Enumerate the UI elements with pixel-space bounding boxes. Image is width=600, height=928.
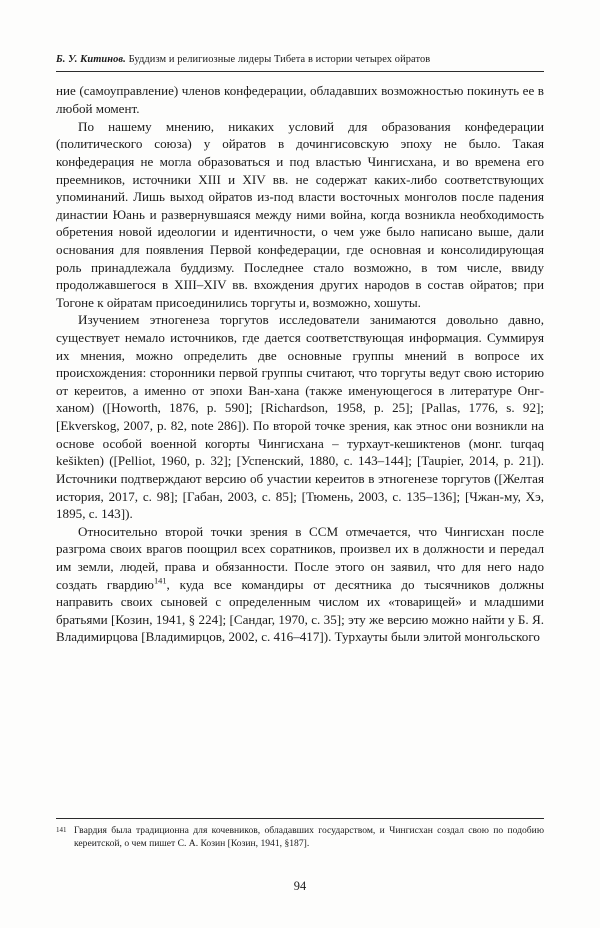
- footnote-entry: [56, 825, 544, 850]
- footnote-number: 141: [56, 826, 67, 835]
- paragraph-4: [56, 523, 544, 646]
- footnote-text: Гвардия была традиционна для кочевников, обладавших государством, и Чингисхан создал свою по подобию кереитской, о чем пишет С. А. Козин [Козин, 1941, §187].: [74, 825, 544, 849]
- paragraph-3: Изучением этногенеза торгутов исследователи занимаются довольно давно, существует немало источников, где дается соответствующая информация. Суммируя их мнения, можно определить две основные группы мнений в вопросе их происхождения: сторонники первой группы считают, что торгуты ведут свою историю от кереитов, а именно от эпохи Ван-хана (также именующегося в литературе Онг-ханом) ([Howorth, 1876, p. 590]; [Richardson, 1958, p. 25]; [Pallas, 1776, s. 92]; [Ekverskog, 2007, p. 82, note 286]). По второй точке зрения, как этнос они возникли на основе особой военной когорты Чингисхана – турхаут-кешиктенов (монг. turqaq kešikten) ([Pelliot, 1960, p. 32]; [Успенский, 1880, с. 143–144]; [Taupier, 2014, p. 21]). Источники подтверждают версию об участии кереитов в этногенезе торгутов ([Желтая история, 2017, с. 98]; [Габан, 2003, с. 85]; [Тюмень, 2003, с. 135–136]; [Чжан-му, Хэ, 1895, с. 143]).: [56, 312, 544, 522]
- header-divider: [56, 71, 544, 72]
- paragraph-4-part1: Относительно второй точки зрения в ССМ отмечается, что Чингисхан после разгрома своих врагов поощрил всех соратников, произвел их в должности и передал им земли, людей, права и обязанности. После этого он заявил, что для него надо создать гвардию: [56, 523, 544, 592]
- paragraph-4-part2: , куда все командиры от десятника до тысячников должны направить своих сыновей с определенным числом их «товарищей» и младшими братьями [Козин, 1941, § 224]; [Сандаг, 1970, с. 35]; эту же версию можно найти у Б. Я. Владимирцова [Владимирцов, 2002, с. 416–417]). Турхауты были элитой монгольского: [56, 576, 544, 645]
- running-head-author: Б. У. Китинов.: [56, 54, 126, 65]
- footnote-divider: [56, 818, 544, 819]
- footnote-reference-marker[interactable]: 141: [153, 576, 167, 586]
- running-head: [56, 54, 544, 66]
- footnote-area: [56, 818, 544, 850]
- page-number: 94: [293, 879, 307, 893]
- paragraph-1: ние (самоуправление) членов конфедерации, обладавших возможностью покинуть ее в любой момент.: [56, 83, 544, 117]
- paragraph-2: По нашему мнению, никаких условий для образования конфедерации (политического союза) у ойратов в дочингисовскую эпоху не было. Такая конфедерация не могла образоваться и под властью Чингисхана, и во времена его преемников, источники XIII и XIV вв. не содержат каких-либо соответствующих упоминаний. Лишь выход ойратов из-под власти восточных монголов после падения династии Юань и развернувшаяся между ними война, когда возникла необходимость обретения новой идеологии и идентичности, о чем уже было написано выше, дали основания для появления Первой конфедерации, где основная и консолидирующая роль принадлежала буддизму. Последнее стало возможно, в том числе, ввиду продолжавшегося в XIII–XIV вв. вхождения других народов в состав ойратов; при Тогоне к ойратам присоединились торгуты и, возможно, хошуты.: [56, 118, 544, 310]
- body-text: [56, 82, 544, 646]
- running-head-title: Буддизм и религиозные лидеры Тибета в истории четырех ойратов: [128, 54, 431, 65]
